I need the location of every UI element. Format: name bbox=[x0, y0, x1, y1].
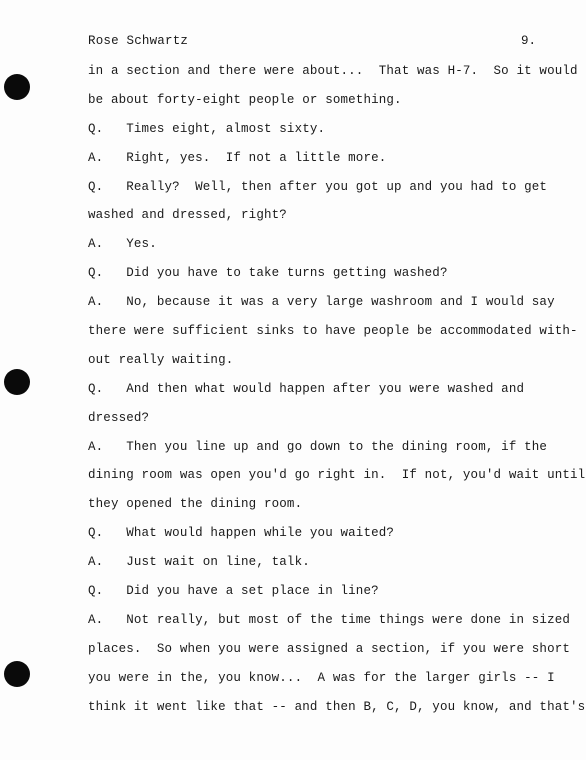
punch-hole-top bbox=[4, 74, 30, 100]
header-interviewee-name: Rose Schwartz bbox=[88, 34, 189, 48]
transcript-line: Q. Really? Well, then after you got up and you had to get bbox=[88, 179, 548, 194]
transcript-line: places. So when you were assigned a section, if you were short bbox=[88, 641, 571, 656]
transcript-line: Q. Times eight, almost sixty. bbox=[88, 121, 326, 136]
transcript-line: A. No, because it was a very large washroom and I would say bbox=[88, 295, 555, 310]
transcript-line: think it went like that -- and then B, C, D, you know, and that's bbox=[88, 699, 586, 714]
transcript-line: A. Not really, but most of the time things were done in sized bbox=[88, 612, 571, 627]
punch-hole-middle bbox=[4, 369, 30, 395]
transcript-line: there were sufficient sinks to have people be accommodated with- bbox=[88, 324, 578, 339]
transcript-line: washed and dressed, right? bbox=[88, 208, 287, 223]
transcript-line: they opened the dining room. bbox=[88, 497, 303, 512]
transcript-line: dressed? bbox=[88, 410, 150, 425]
transcript-line: be about forty-eight people or something. bbox=[88, 92, 402, 107]
punch-hole-bottom bbox=[4, 661, 30, 687]
transcript-line: A. Then you line up and go down to the dining room, if the bbox=[88, 439, 548, 454]
transcript-line: dining room was open you'd go right in. If not, you'd wait until bbox=[88, 468, 586, 483]
transcript-line: Q. What would happen while you waited? bbox=[88, 526, 395, 541]
transcript-line: Q. And then what would happen after you were washed and bbox=[88, 381, 525, 396]
transcript-line: Q. Did you have to take turns getting washed? bbox=[88, 266, 448, 281]
transcript-line: you were in the, you know... A was for the larger girls -- I bbox=[88, 670, 555, 685]
transcript-line: A. Yes. bbox=[88, 237, 157, 252]
transcript-line: in a section and there were about... That was H-7. So it would bbox=[88, 64, 578, 78]
transcript-line: A. Just wait on line, talk. bbox=[88, 555, 310, 570]
page-number: 9. bbox=[521, 34, 537, 48]
transcript-body bbox=[88, 63, 586, 727]
transcript-line: out really waiting. bbox=[88, 352, 234, 367]
transcript-line: A. Right, yes. If not a little more. bbox=[88, 150, 387, 165]
transcript-line: Q. Did you have a set place in line? bbox=[88, 584, 379, 599]
